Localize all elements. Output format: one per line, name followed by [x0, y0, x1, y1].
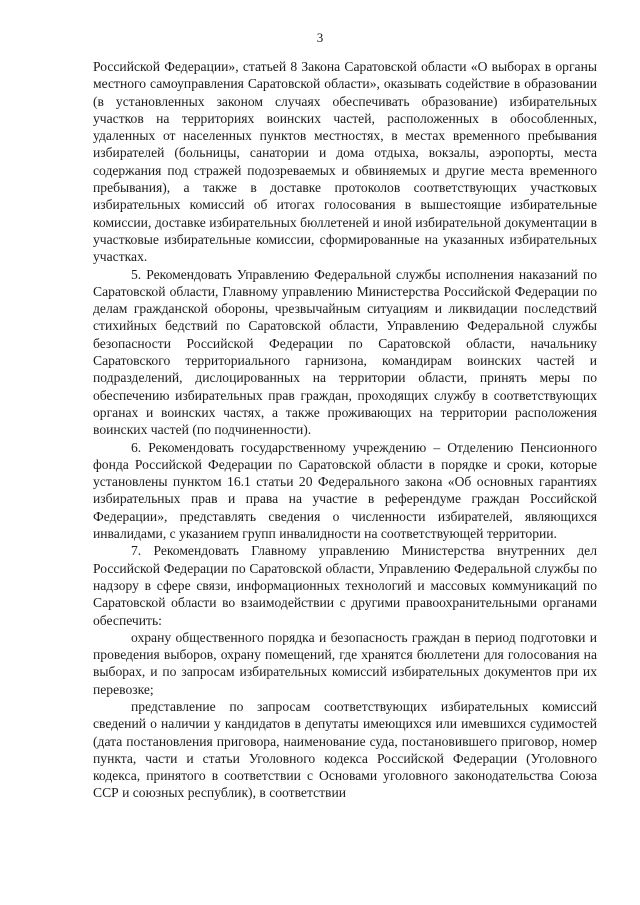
paragraph-item-7: 7. Рекомендовать Главному управлению Министерства внутренних дел Российской Федерации по Саратовской области, Управлению Федеральной службы по надзору в сфере связи, информационных технологий и массовых коммуникаций по Саратовской области во взаимодействии с другими правоохранительными органами обеспечить:	[93, 543, 597, 628]
paragraph-item-7-criminal-records: представление по запросам соответствующих избирательных комиссий сведений о наличии у кандидатов в депутаты имеющихся или имевшихся судимостей (дата постановления приговора, наименование суда, постановившего приговор, номер пункта, части и статьи Уголовного кодекса Российской Федерации (Уголовного кодекса, принятого в соответствии с Основами уголовного законодательства Союза ССР и союзных республик), в соответствии	[93, 698, 597, 801]
paragraph-item-6: 6. Рекомендовать государственному учреждению – Отделению Пенсионного фонда Российской Федерации по Саратовской области в порядке и сроки, которые установлены пунктом 16.1 статьи 20 Федерального закона «Об основных гарантиях избирательных прав и права на участие в референдуме граждан Российской Федерации», представлять сведения о численности избирателей, являющихся инвалидами, с указанием групп инвалидности на соответствующей территории.	[93, 439, 597, 542]
paragraph-item-7-public-order: охрану общественного порядка и безопасность граждан в период подготовки и проведения выборов, охрану помещений, где хранятся бюллетени для голосования на выборах, и по запросам избирательных комиссий избирательных документов при их перевозке;	[93, 629, 597, 697]
paragraph-continuation: Российской Федерации», статьей 8 Закона Саратовской области «О выборах в органы местного самоуправления Саратовской области», оказывать содействие в образовании (в установленных законом случаях обеспечивать образование) избирательных участков на территориях воинских частей, расположенных в обособленных, удаленных от населенных пунктов местностях, в местах временного пребывания избирателей (больницы, санатории и дома отдыха, вокзалы, аэропорты, места содержания под стражей подозреваемых и обвиняемых и другие места временного пребывания), а также в доставке протоколов соответствующих участковых избирательных комиссий об итогах голосования в вышестоящие избирательные комиссии, доставке избирательных бюллетеней и иной избирательной документации в участковые избирательные комиссии, сформированные на указанных избирательных участках.	[93, 59, 597, 265]
paragraph-item-5: 5. Рекомендовать Управлению Федеральной службы исполнения наказаний по Саратовской области, Главному управлению Министерства Российской Федерации по делам гражданской обороны, чрезвычайным ситуациям и ликвидации последствий стихийных бедствий по Саратовской области, Управлению Федеральной службы безопасности Российской Федерации по Саратовской области, начальнику Саратовского территориального гарнизона, командирам воинских частей и подразделений, дислоцированных на территории области, принять меры по обеспечению избирательных прав граждан, проходящих службу в соответствующих органах и воинских частях, а также проживающих на территории расположения воинских частей (по подчиненности).	[93, 266, 597, 438]
document-body	[93, 58, 597, 802]
page-number: 3	[316, 30, 324, 45]
